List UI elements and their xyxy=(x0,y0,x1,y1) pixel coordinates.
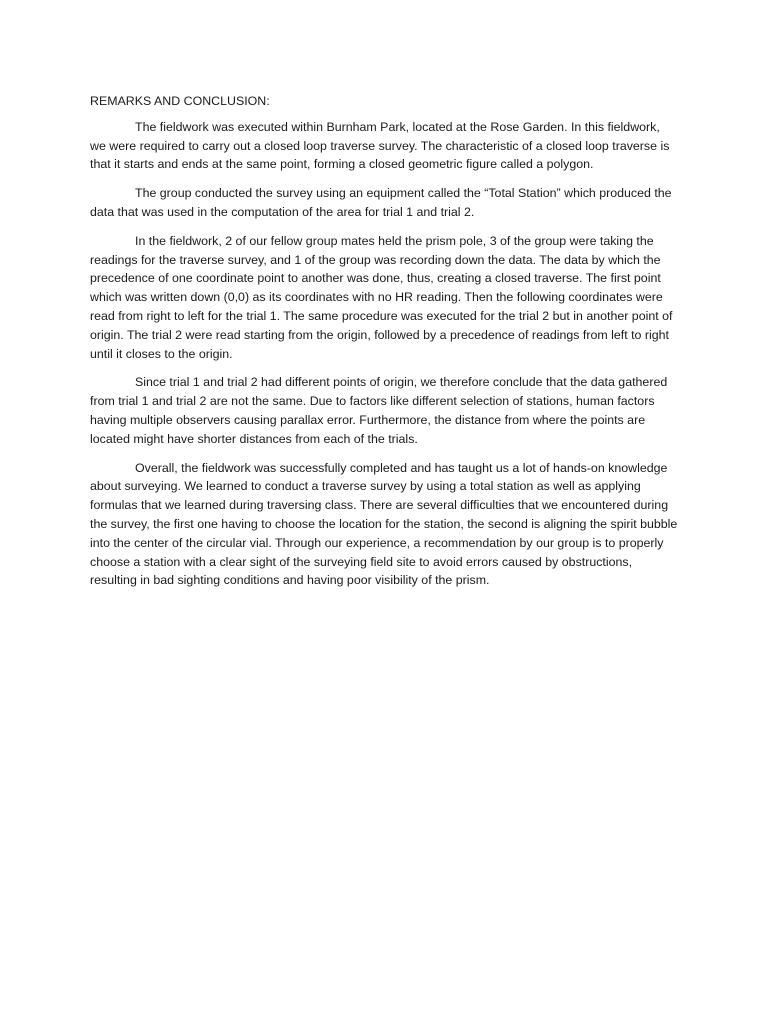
document-body xyxy=(90,92,678,600)
paragraph-fieldwork-location: The fieldwork was executed within Burnham Park, located at the Rose Garden. In this fieldwork, we were required to carry out a closed loop traverse survey. The characteristic of a closed loop traverse is that it starts and ends at the same point, forming a closed geometric figure called a polygon. xyxy=(90,119,670,172)
paragraph-conclusion: Since trial 1 and trial 2 had different points of origin, we therefore conclude that the data gathered from trial 1 and trial 2 are not the same. Due to factors like different selection of stations, human factors having multiple observers causing parallax error. Furthermore, the distance from where the points are located might have shorter distances from each of the trials. xyxy=(90,375,668,446)
section-heading: REMARKS AND CONCLUSION: xyxy=(90,94,270,108)
paragraph-overall: Overall, the fieldwork was successfully completed and has taught us a lot of hands-on knowledge about surveying. We learned to conduct a traverse survey by using a total station as well as applying formulas that we learned during traversing class. There are several difficulties that we encountered during the survey, the first one having to choose the location for the station, the second is aligning the spirit bubble into the center of the circular vial. Through our experience, a recommendation by our group is to properly choose a station with a clear sight of the surveying field site to avoid errors caused by obstructions, resulting in bad sighting conditions and having poor visibility of the prism. xyxy=(90,460,678,588)
paragraph-equipment: The group conducted the survey using an equipment called the “Total Station” which produced the data that was used in the computation of the area for trial 1 and trial 2. xyxy=(90,186,672,219)
paragraph-procedure: In the fieldwork, 2 of our fellow group mates held the prism pole, 3 of the group were taking the readings for the traverse survey, and 1 of the group was recording down the data. The data by which the precedence of one coordinate point to another was done, thus, creating a closed traverse. The first point which was written down (0,0) as its coordinates with no HR reading. Then the following coordinates were read from right to left for the trial 1. The same procedure was executed for the trial 2 but in another point of origin. The trial 2 were read starting from the origin, followed by a precedence of readings from left to right until it closes to the origin. xyxy=(90,233,673,361)
